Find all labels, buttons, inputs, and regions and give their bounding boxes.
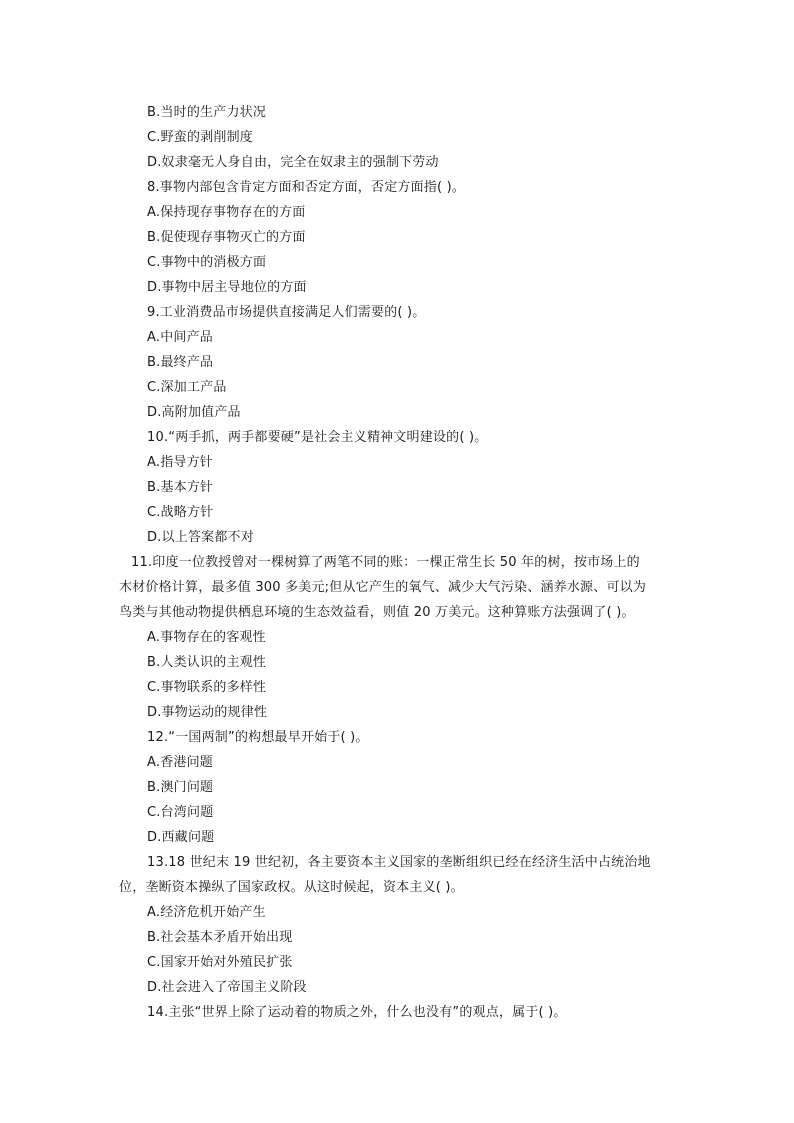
question-11-line-1: 11.印度一位教授曾对一棵树算了两笔不同的账：一棵正常生长 50 年的树，按市场上的 [131, 555, 640, 570]
question-11-line-2: 木材价格计算，最多值 300 多美元;但从它产生的氧气、减少大气污染、涵养水源、可以为 [119, 580, 647, 595]
option-a-q12: A.香港问题 [147, 755, 213, 770]
option-c-q7: C.野蛮的剥削制度 [147, 130, 254, 145]
option-b-q9: B.最终产品 [147, 355, 214, 370]
question-13-line-2: 位，垄断资本操纵了国家政权。从这时候起，资本主义( )。 [119, 880, 464, 895]
option-b-q7: B.当时的生产力状况 [147, 105, 267, 120]
option-b-q13: B.社会基本矛盾开始出现 [147, 930, 293, 945]
question-8: 8.事物内部包含肯定方面和否定方面，否定方面指( )。 [147, 180, 466, 195]
option-c-q8: C.事物中的消极方面 [147, 255, 267, 270]
option-c-q12: C.台湾问题 [147, 805, 214, 820]
option-b-q11: B.人类认识的主观性 [147, 655, 267, 670]
option-b-q10: B.基本方针 [147, 480, 214, 495]
option-c-q9: C.深加工产品 [147, 380, 227, 395]
option-a-q13: A.经济危机开始产生 [147, 905, 266, 920]
question-10: 10.“两手抓，两手都要硬”是社会主义精神文明建设的( )。 [147, 430, 488, 445]
option-b-q8: B.促使现存事物灭亡的方面 [147, 230, 306, 245]
option-d-q12: D.西藏问题 [147, 830, 215, 845]
option-c-q13: C.国家开始对外殖民扩张 [147, 955, 293, 970]
option-a-q9: A.中间产品 [147, 330, 213, 345]
option-b-q12: B.澳门问题 [147, 780, 214, 795]
question-13-line-1: 13.18 世纪末 19 世纪初，各主要资本主义国家的垄断组织已经在经济生活中占统治地 [147, 855, 651, 870]
option-a-q11: A.事物存在的客观性 [147, 630, 266, 645]
option-d-q9: D.高附加值产品 [147, 405, 241, 420]
option-c-q11: C.事物联系的多样性 [147, 680, 267, 695]
option-a-q10: A.指导方针 [147, 455, 213, 470]
option-d-q13: D.社会进入了帝国主义阶段 [147, 980, 307, 995]
question-12: 12.“一国两制”的构想最早开始于( )。 [147, 730, 369, 745]
question-14: 14.主张“世界上除了运动着的物质之外，什么也没有”的观点，属于( )。 [147, 1005, 567, 1020]
question-11-line-3: 鸟类与其他动物提供栖息环境的生态效益看，则值 20 万美元。这种算账方法强调了( )。 [119, 605, 635, 620]
option-d-q10: D.以上答案都不对 [147, 530, 254, 545]
option-d-q11: D.事物运动的规律性 [147, 705, 268, 720]
option-c-q10: C.战略方针 [147, 505, 214, 520]
option-a-q8: A.保持现存事物存在的方面 [147, 205, 306, 220]
question-9: 9.工业消费品市场提供直接满足人们需要的( )。 [147, 305, 426, 320]
option-d-q7: D.奴隶毫无人身自由，完全在奴隶主的强制下劳动 [147, 155, 439, 170]
option-d-q8: D.事物中居主导地位的方面 [147, 280, 307, 295]
